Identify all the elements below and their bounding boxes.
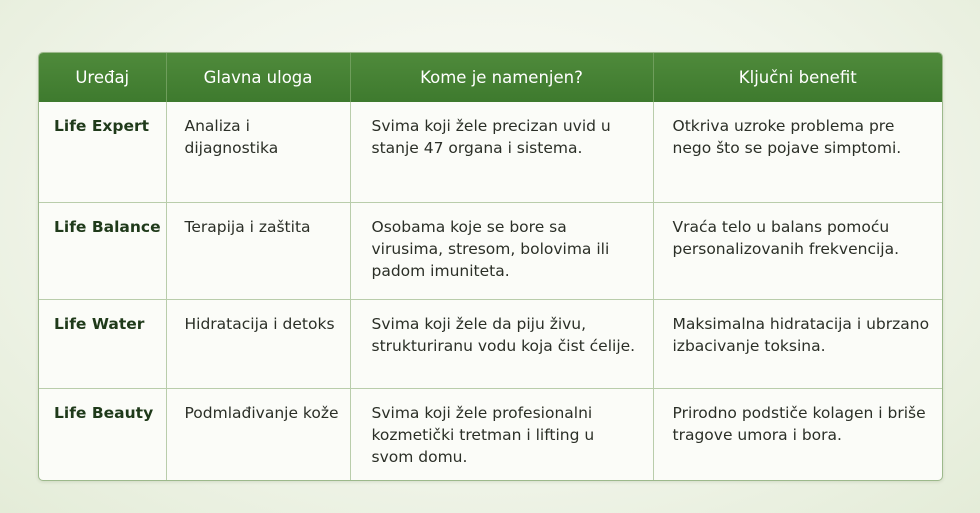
cell-benefit: Maksimalna hidratacija i ubrzano izbacivanje toksina.: [653, 299, 942, 388]
header-row: [39, 53, 942, 102]
cell-audience: Osobama koje se bore sa virusima, stresom, bolovima ili padom imuniteta.: [350, 202, 653, 299]
cell-role: Analiza i dijagnostika: [166, 102, 350, 202]
cell-benefit: Prirodno podstiče kolagen i briše tragove umora i bora.: [653, 388, 942, 480]
cell-audience: Svima koji žele da piju živu, strukturiranu vodu koja čist ćelije.: [350, 299, 653, 388]
cell-device: Life Beauty: [39, 388, 166, 480]
table-row: [39, 299, 942, 388]
cell-audience: Svima koji žele profesionalni kozmetički tretman i lifting u svom domu.: [350, 388, 653, 480]
cell-role: Hidratacija i detoks: [166, 299, 350, 388]
header-device: Uređaj: [39, 53, 166, 102]
table-header: [39, 53, 942, 102]
table-row: [39, 202, 942, 299]
header-audience: Kome je namenjen?: [350, 53, 653, 102]
table-row: [39, 102, 942, 202]
cell-device: Life Expert: [39, 102, 166, 202]
table-body: [39, 102, 942, 480]
cell-role: Terapija i zaštita: [166, 202, 350, 299]
cell-benefit: Vraća telo u balans pomoću personalizovanih frekvencija.: [653, 202, 942, 299]
cell-benefit: Otkriva uzroke problema pre nego što se pojave simptomi.: [672, 117, 902, 157]
cell-device: Life Balance: [39, 202, 166, 299]
cell-role: Podmlađivanje kože: [166, 388, 350, 480]
table-row: [39, 388, 942, 480]
header-role: Glavna uloga: [166, 53, 350, 102]
comparison-table: [38, 52, 943, 481]
cell-device: Life Water: [39, 299, 166, 388]
comparison-table-grid: [39, 53, 942, 480]
cell-audience: Svima koji žele precizan uvid u stanje 47 organa i sistema.: [350, 102, 653, 202]
header-benefit: Ključni benefit: [738, 68, 857, 87]
